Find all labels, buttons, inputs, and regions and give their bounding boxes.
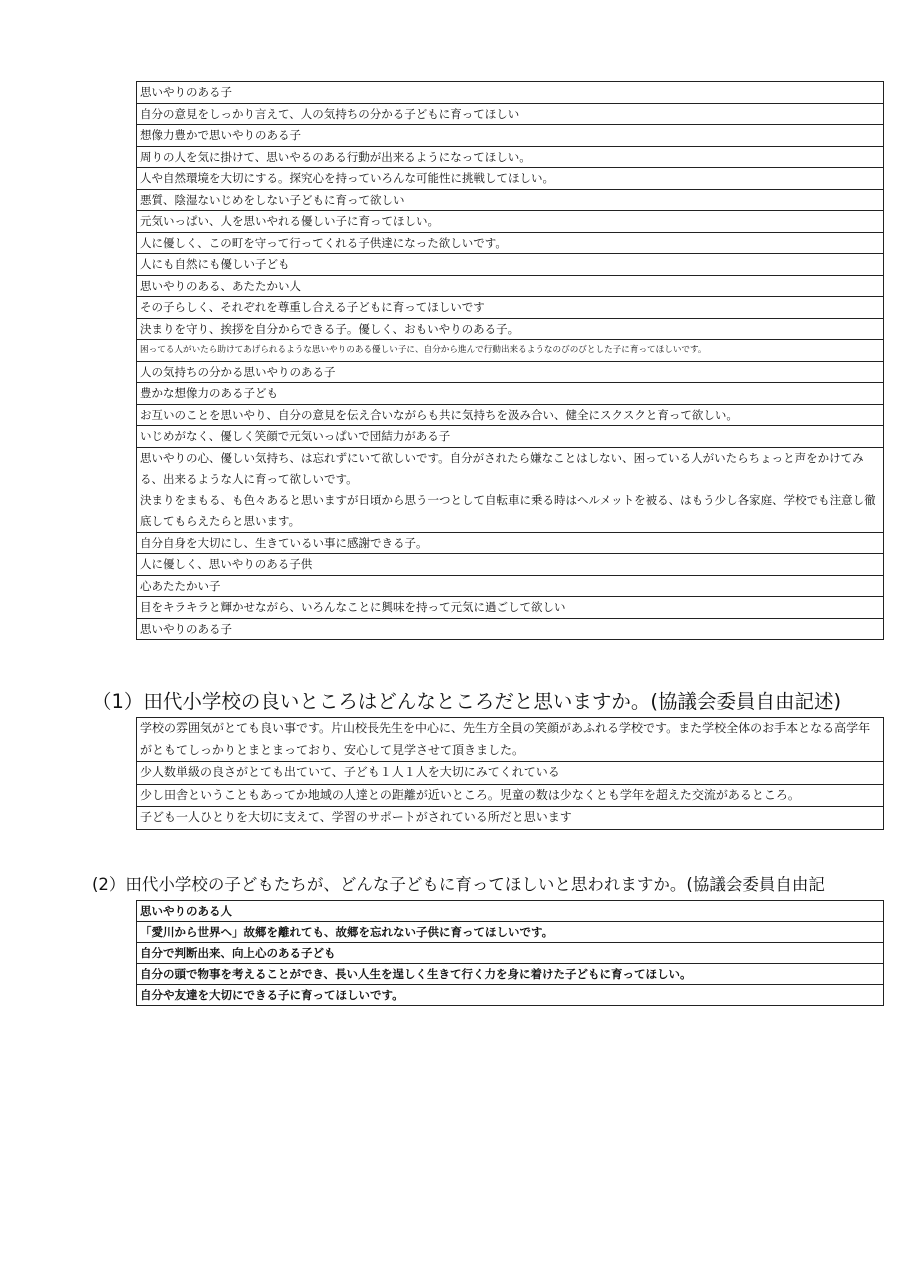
table-cell: 思いやりの心、優しい気持ち、は忘れずにいて欲しいです。自分がされたら嫌なことはしない、困っている人がいたらちょっと声をかけてみる、出来るような人に育って欲しいです。 決まりをまもる、も色々あると思いますが日頃から思う一つとして自転車に乗る時はヘルメットを被る、はもう少し各家庭、学校でも注意し徹底してもらえたらと思います。 bbox=[137, 447, 884, 532]
table-row bbox=[137, 575, 884, 597]
table-row bbox=[137, 189, 884, 211]
table-cell: 少人数単級の良さがとても出ていて、子ども１人１人を大切にみてくれている bbox=[137, 762, 884, 785]
table-row bbox=[137, 807, 884, 830]
table-row bbox=[137, 943, 884, 964]
responses-table-hopes bbox=[136, 900, 884, 1006]
table-row bbox=[137, 297, 884, 319]
table-row bbox=[137, 125, 884, 147]
table-cell: 自分の頭で物事を考えることができ、長い人生を逞しく生きて行く力を身に着けた子どもに育ってほしい。 bbox=[137, 964, 884, 985]
table-row bbox=[137, 964, 884, 985]
table-row bbox=[137, 404, 884, 426]
table-row bbox=[137, 361, 884, 383]
table-row bbox=[137, 532, 884, 554]
table-cell: 自分の意見をしっかり言えて、人の気持ちの分かる子どもに育ってほしい bbox=[137, 103, 884, 125]
table-row bbox=[137, 718, 884, 762]
table-row bbox=[137, 340, 884, 362]
section-heading-hopes: (2）田代小学校の子どもたちが、どんな子どもに育ってほしいと思われますか。(協議会委員自由記 bbox=[92, 875, 825, 894]
table-cell: 目をキラキラと輝かせながら、いろんなことに興味を持って元気に過ごして欲しい bbox=[137, 597, 884, 619]
table-cell: 人にも自然にも優しい子ども bbox=[137, 254, 884, 276]
table-row bbox=[137, 618, 884, 640]
table-row bbox=[137, 318, 884, 340]
table-cell: 人や自然環境を大切にする。探究心を持っていろんな可能性に挑戦してほしい。 bbox=[137, 168, 884, 190]
table-row bbox=[137, 146, 884, 168]
table-cell: その子らしく、それぞれを尊重し合える子どもに育ってほしいです bbox=[137, 297, 884, 319]
table-row bbox=[137, 447, 884, 532]
responses-table-good-points bbox=[136, 717, 884, 830]
table-row bbox=[137, 922, 884, 943]
table-cell: 学校の雰囲気がとても良い事です。片山校長先生を中心に、先生方全員の笑顔があふれる学校です。また学校全体のお手本となる高学年がともてしっかりとまとまっており、安心して見学させて頂きました。 bbox=[137, 718, 884, 762]
table-cell: 人に優しく、この町を守って行ってくれる子供達になった欲しいです。 bbox=[137, 232, 884, 254]
table-cell: 子ども一人ひとりを大切に支えて、学習のサポートがされている所だと思います bbox=[137, 807, 884, 830]
table-cell: 豊かな想像力のある子ども bbox=[137, 383, 884, 405]
table-row bbox=[137, 383, 884, 405]
table-row bbox=[137, 901, 884, 922]
responses-table-children bbox=[136, 81, 884, 640]
table-row bbox=[137, 82, 884, 104]
table-cell: 心あたたかい子 bbox=[137, 575, 884, 597]
table-cell: お互いのことを思いやり、自分の意見を伝え合いながらも共に気持ちを汲み合い、健全にスクスクと育って欲しい。 bbox=[137, 404, 884, 426]
table-row bbox=[137, 426, 884, 448]
table-cell: 悪質、陰湿ないじめをしない子どもに育って欲しい bbox=[137, 189, 884, 211]
table-row bbox=[137, 597, 884, 619]
table-row bbox=[137, 232, 884, 254]
table-cell: 困ってる人がいたら助けてあげられるような思いやりのある優しい子に、自分から進んで行動出来るようなのびのびとした子に育ってほしいです。 bbox=[137, 340, 884, 362]
section-heading-good-points: （1）田代小学校の良いところはどんなところだと思いますか。(協議会委員自由記述) bbox=[92, 690, 842, 713]
table-row bbox=[137, 275, 884, 297]
table-row bbox=[137, 554, 884, 576]
table-cell: 思いやりのある、あたたかい人 bbox=[137, 275, 884, 297]
table-cell: 元気いっぱい、人を思いやれる優しい子に育ってほしい。 bbox=[137, 211, 884, 233]
table-cell: 自分や友達を大切にできる子に育ってほしいです。 bbox=[137, 985, 884, 1006]
table-cell: 人に優しく、思いやりのある子供 bbox=[137, 554, 884, 576]
table-cell: 少し田舎ということもあってか地域の人達との距離が近いところ。児童の数は少なくとも学年を超えた交流があるところ。 bbox=[137, 784, 884, 807]
table-cell: 「愛川から世界へ」故郷を離れても、故郷を忘れない子供に育ってほしいです。 bbox=[137, 922, 884, 943]
table-cell: 周りの人を気に掛けて、思いやるのある行動が出来るようになってほしい。 bbox=[137, 146, 884, 168]
table-row bbox=[137, 168, 884, 190]
table-row bbox=[137, 254, 884, 276]
table-row bbox=[137, 211, 884, 233]
table-row bbox=[137, 762, 884, 785]
table-cell: 思いやりのある人 bbox=[137, 901, 884, 922]
table-row bbox=[137, 985, 884, 1006]
table-row bbox=[137, 103, 884, 125]
table-cell: 思いやりのある子 bbox=[137, 82, 884, 104]
table-row bbox=[137, 784, 884, 807]
table-cell: 自分自身を大切にし、生きているい事に感謝できる子。 bbox=[137, 532, 884, 554]
table-cell: いじめがなく、優しく笑顔で元気いっぱいで団結力がある子 bbox=[137, 426, 884, 448]
table-cell: 自分で判断出来、向上心のある子ども bbox=[137, 943, 884, 964]
table-cell: 決まりを守り、挨拶を自分からできる子。優しく、おもいやりのある子。 bbox=[137, 318, 884, 340]
table-cell: 思いやりのある子 bbox=[137, 618, 884, 640]
table-cell: 人の気持ちの分かる思いやりのある子 bbox=[137, 361, 884, 383]
table-cell: 想像力豊かで思いやりのある子 bbox=[137, 125, 884, 147]
